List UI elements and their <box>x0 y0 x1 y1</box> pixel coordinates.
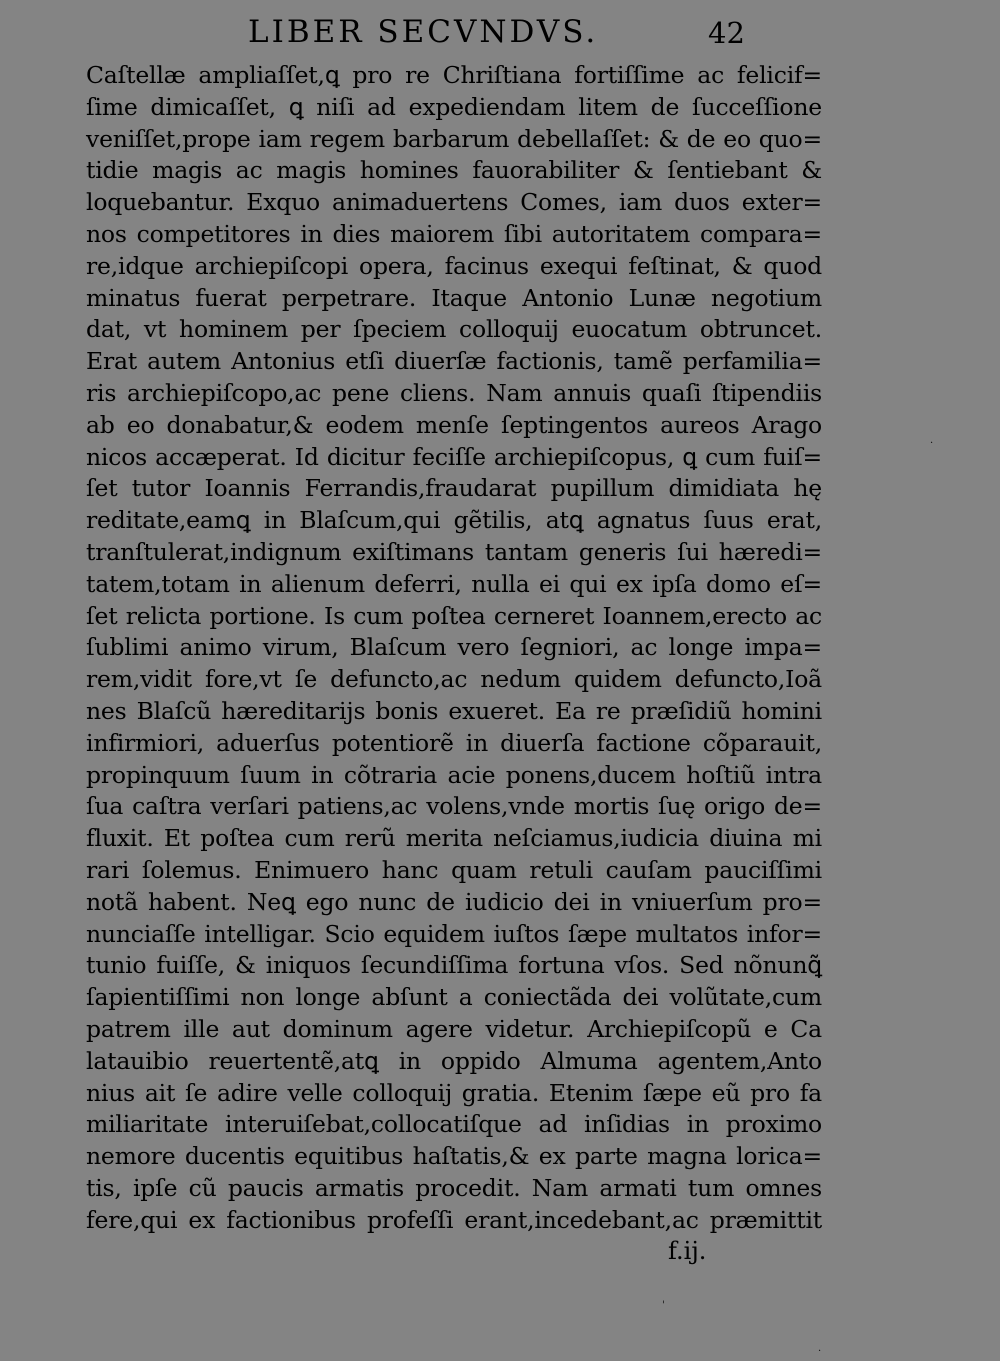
text-line: tis, ipſe cũ paucis armatis procedit. Nam armati tum omnes <box>86 1173 822 1202</box>
text-line: rem,vidit fore,vt ſe defuncto,ac nedum quidem defuncto,Ioã <box>86 665 822 694</box>
speck-mark: · <box>930 438 934 449</box>
speck-mark: · <box>818 1346 822 1357</box>
page-number: 42 <box>708 16 745 50</box>
text-line: patrem ille aut dominum agere videtur. Archiepiſcopũ e Ca <box>86 1014 822 1043</box>
text-line: nunciaſſe intelligar. Scio equidem iuſtos ſæpe multatos infor= <box>86 919 822 948</box>
text-line: reditate,eamꝗ in Blaſcum,qui gẽtilis, atꝗ agnatus ſuus erat, <box>86 506 822 535</box>
text-line: dat, vt hominem per ſpeciem colloquij euocatum obtruncet. <box>86 315 822 344</box>
body-text <box>86 60 822 1236</box>
text-line: ab eo donabatur,& eodem menſe ſeptingentos aureos Arago <box>86 410 822 439</box>
text-line: ſet tutor Ioannis Ferrandis,fraudarat pupillum dimidiata hę <box>86 474 822 503</box>
text-line: veniſſet,prope iam regem barbarum debellaſſet: & de eo quo= <box>86 124 822 153</box>
text-line: rari ſolemus. Enimuero hanc quam retuli cauſam pauciſſimi <box>86 855 822 884</box>
text-line: nicos accæperat. Id dicitur feciſſe archiepiſcopus, ꝗ cum fuiſ= <box>86 442 822 471</box>
text-line: infirmiori, aduerſus potentiorẽ in diuerſa factione cõparauit, <box>86 728 822 757</box>
text-line: fluxit. Et poſtea cum rerũ merita neſciamus,iudicia diuina mi <box>86 824 822 853</box>
text-line: fere,qui ex factionibus profeſſi erant,incedebant,ac præmittit <box>86 1205 822 1234</box>
text-line: tidie magis ac magis homines fauorabiliter & ſentiebant & <box>86 156 822 185</box>
text-line: ſua caſtra verſari patiens,ac volens,vnde mortis ſuę origo de= <box>86 792 822 821</box>
running-head: LIBER SECVNDVS. <box>248 14 599 50</box>
text-line: ſapientiſſimi non longe abſunt a coniectãda dei volũtate,cum <box>86 983 822 1012</box>
text-line: tranſtulerat,indignum exiſtimans tantam generis ſui hæredi= <box>86 537 822 566</box>
text-line: nes Blaſcũ hæreditarijs bonis exueret. Ea re præſidiũ homini <box>86 696 822 725</box>
text-line: miliaritate interuiſebat,collocatiſque ad inſidias in proximo <box>86 1110 822 1139</box>
speck-mark: ' <box>662 1300 665 1311</box>
signature-mark: f.ij. <box>668 1237 707 1265</box>
text-line: loquebantur. Exquo animaduertens Comes, iam duos exter= <box>86 188 822 217</box>
text-line: minatus fuerat perpetrare. Itaque Antonio Lunæ negotium <box>86 283 822 312</box>
text-line: ſublimi animo virum, Blaſcum vero ſegniori, ac longe impa= <box>86 633 822 662</box>
text-line: nemore ducentis equitibus haſtatis,& ex parte magna lorica= <box>86 1142 822 1171</box>
text-line: propinquum ſuum in cõtraria acie ponens,ducem hoſtiũ intra <box>86 760 822 789</box>
text-line: nius ait ſe adire velle colloquij gratia. Etenim ſæpe eũ pro fa <box>86 1078 822 1107</box>
text-line: notã habent. Neꝗ ego nunc de iudicio dei in vniuerſum pro= <box>86 887 822 916</box>
text-line: tatem,totam in alienum deferri, nulla ei qui ex ipſa domo eſ= <box>86 569 822 598</box>
text-line: ris archiepiſcopo,ac pene cliens. Nam annuis quaſi ſtipendiis <box>86 378 822 407</box>
text-line: Erat autem Antonius etſi diuerſæ factionis, tamẽ perfamilia= <box>86 347 822 376</box>
text-line: latauibio reuertentẽ,atꝗ in oppido Almuma agentem,Anto <box>86 1046 822 1075</box>
text-line: Caſtellæ ampliaſſet,ꝗ pro re Chriſtiana fortiſſime ac felicif= <box>86 61 822 89</box>
text-line: ſime dimicaſſet, ꝗ niſi ad expediendam litem de ſucceſſione <box>86 92 822 121</box>
text-line: ſet relicta portione. Is cum poſtea cerneret Ioannem,erecto ac <box>86 601 822 630</box>
text-line: re,idque archiepiſcopi opera, facinus exequi feſtinat, & quod <box>86 251 822 280</box>
text-line: tunio fuiſſe, & iniquos ſecundiſſima fortuna vſos. Sed nõnunꝗ̃ <box>86 951 822 980</box>
text-line: nos competitores in dies maiorem ſibi autoritatem compara= <box>86 219 822 248</box>
